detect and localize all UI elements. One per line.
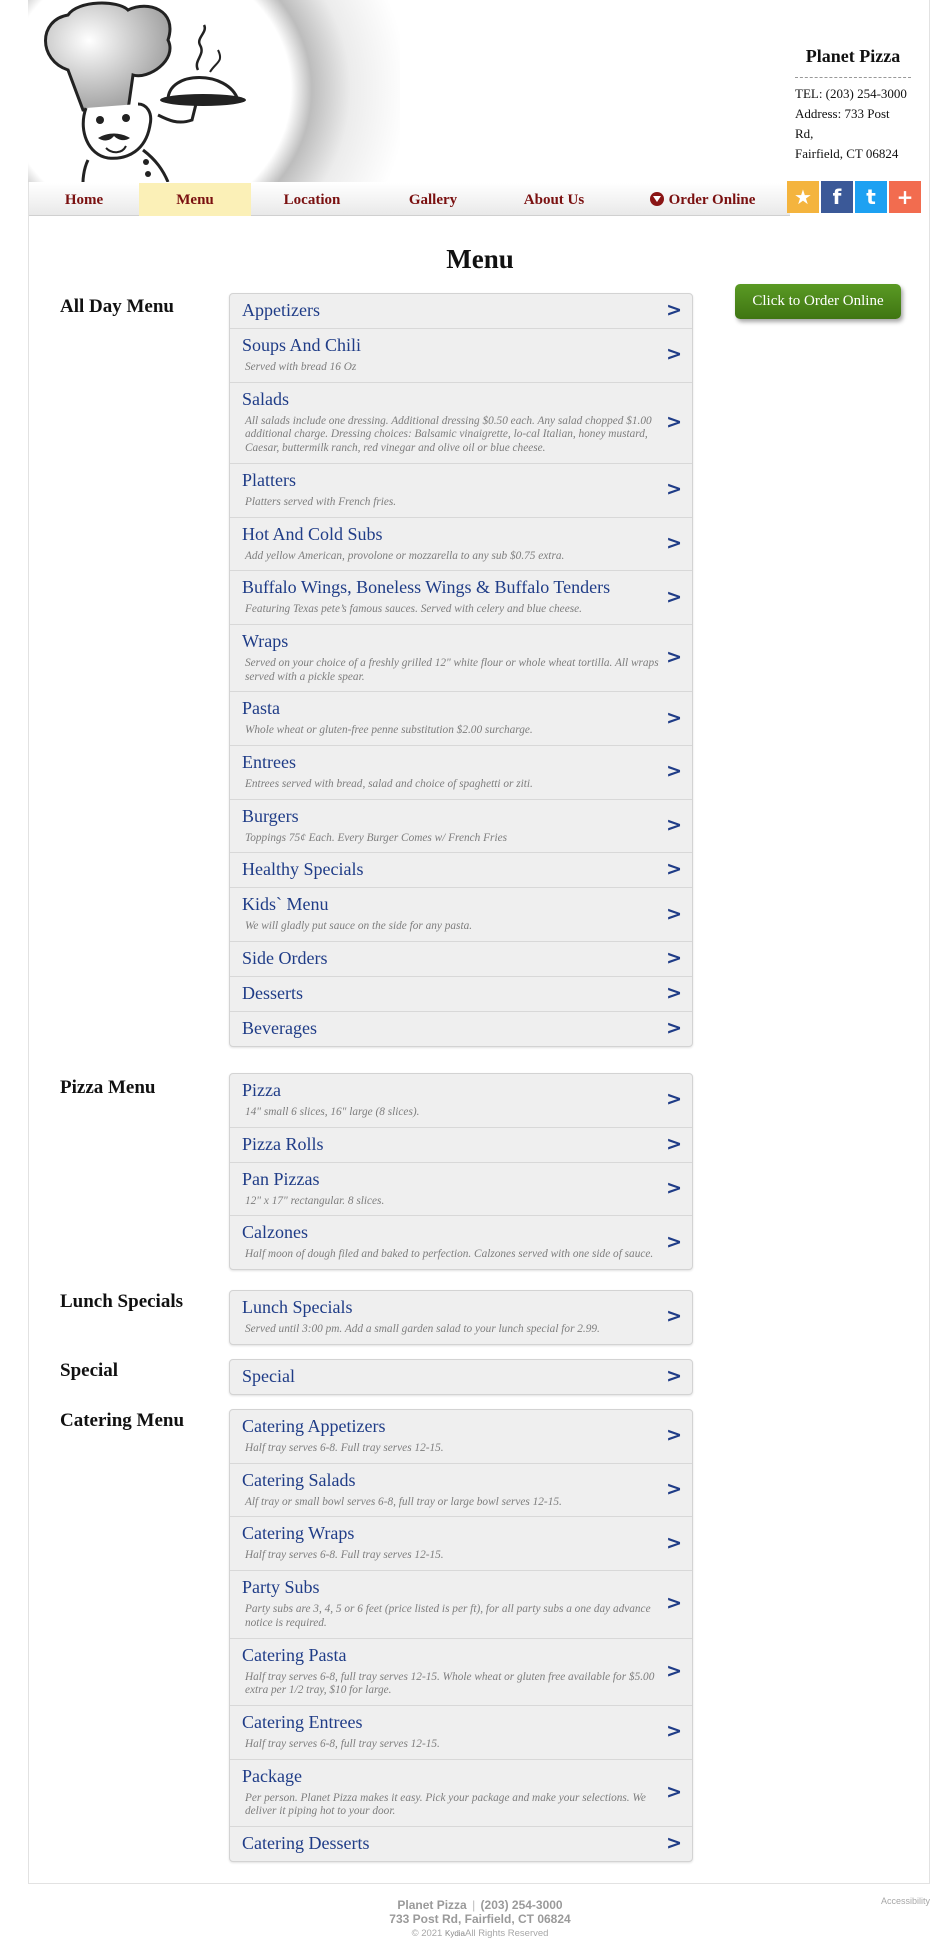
nav-menu[interactable]: Menu xyxy=(139,183,251,216)
menu-category-name: Salads xyxy=(242,388,289,409)
menu-category-name: Appetizers xyxy=(242,300,320,320)
menu-category-name: Soups And Chili xyxy=(242,335,362,355)
chevron-right-icon: > xyxy=(666,814,682,837)
order-cart-icon xyxy=(650,192,664,206)
menu-category-row[interactable] xyxy=(230,464,692,518)
menu-category-description: 12" x 17" rectangular. 8 slices. xyxy=(245,1194,385,1207)
chevron-right-icon: > xyxy=(666,1659,682,1682)
menu-category-description: Per person. Planet Pizza makes it easy. Pick your package and make your selections. We deliver it piping hot to your door. xyxy=(245,1791,646,1818)
menu-category-description: Alf tray or small bowl serves 6-8, full tray or large bowl serves 12-15. xyxy=(245,1495,562,1508)
nav-gallery[interactable]: Gallery xyxy=(408,192,458,208)
menu-category-name: Calzones xyxy=(242,1222,308,1243)
business-address-line1: Address: 733 Post Rd, xyxy=(795,106,890,141)
chevron-right-icon: > xyxy=(666,299,682,321)
menu-category-name: Catering Wraps xyxy=(242,1523,355,1544)
menu-category-description: We will gladly put sauce on the side for any pasta. xyxy=(245,920,473,933)
menu-category-description: 14" small 6 slices, 16" large (8 slices). xyxy=(245,1106,420,1118)
menu-category-row[interactable] xyxy=(230,1012,692,1046)
nav-location[interactable]: Location xyxy=(283,192,341,208)
chevron-right-icon: > xyxy=(666,1832,682,1855)
menu-category-name: Pizza Rolls xyxy=(242,1133,324,1154)
nav-about-us[interactable]: About Us xyxy=(523,192,585,208)
twitter-icon[interactable]: t xyxy=(855,181,887,213)
menu-category-name: Healthy Specials xyxy=(242,859,364,880)
chevron-right-icon: > xyxy=(666,706,682,729)
footer xyxy=(0,1898,945,1942)
footer-brand[interactable]: Kydia xyxy=(444,1929,465,1938)
menu-category-description: Entrees served with bread, salad and choice of spaghetti or ziti. xyxy=(245,778,533,791)
menu-category-row[interactable] xyxy=(230,853,692,888)
menu-category-description: Platters served with French fries. xyxy=(245,495,397,508)
menu-category-row[interactable] xyxy=(230,1827,692,1861)
menu-category-row[interactable] xyxy=(230,692,692,746)
order-online-button[interactable]: Click to Order Online xyxy=(735,284,901,319)
footer-rights: All Rights Reserved xyxy=(465,1928,549,1939)
chevron-right-icon: > xyxy=(666,1478,682,1501)
nav-home[interactable]: Home xyxy=(64,192,104,208)
menu-category-name: Catering Desserts xyxy=(242,1833,370,1854)
menu-category-row[interactable] xyxy=(230,518,692,572)
chevron-right-icon: > xyxy=(666,1230,682,1253)
menu-category-row[interactable] xyxy=(230,942,692,977)
menu-category-list xyxy=(229,1073,693,1270)
menu-category-row[interactable] xyxy=(230,294,692,329)
nav-order-online[interactable] xyxy=(615,183,790,216)
chevron-right-icon: > xyxy=(666,343,682,366)
business-address-line2: Fairfield, CT 06824 xyxy=(795,146,899,161)
menu-category-description: Half tray serves 6-8, full tray serves 12-15. xyxy=(245,1737,440,1750)
footer-phone[interactable]: (203) 254-3000 xyxy=(480,1898,563,1912)
menu-category-name: Party Subs xyxy=(242,1577,320,1598)
menu-category-description: Half tray serves 6-8, full tray serves 12-15. Whole wheat or gluten free available for $5.00 extra per 1/2 tray, $10 for large. xyxy=(245,1670,655,1697)
chevron-right-icon: > xyxy=(666,902,682,925)
menu-category-row[interactable] xyxy=(230,1216,692,1269)
menu-category-name: Entrees xyxy=(242,752,296,773)
menu-category-row[interactable] xyxy=(230,1291,692,1344)
menu-category-list xyxy=(229,1359,693,1395)
chevron-right-icon: > xyxy=(666,410,682,433)
menu-category-row[interactable] xyxy=(230,571,692,625)
menu-category-description: Half tray serves 6-8. Full tray serves 12-15. xyxy=(245,1549,444,1562)
chevron-right-icon: > xyxy=(666,1305,682,1328)
menu-category-description: Served on your choice of a freshly grilled 12" white flour or whole wheat tortilla. All wraps served with a pickle spear. xyxy=(245,656,659,683)
menu-category-row[interactable] xyxy=(230,977,692,1012)
chevron-right-icon: > xyxy=(666,585,682,608)
menu-category-list xyxy=(229,293,693,1047)
chevron-right-icon: > xyxy=(666,1365,682,1387)
menu-category-row[interactable] xyxy=(230,1571,692,1638)
menu-category-description: Half moon of dough filed and baked to perfection. Calzones served with one side of sauce. xyxy=(245,1248,654,1261)
chevron-right-icon: > xyxy=(666,947,682,970)
menu-category-name: Beverages xyxy=(242,1018,317,1039)
menu-category-description: Half tray serves 6-8. Full tray serves 12-15. xyxy=(245,1442,444,1454)
menu-category-row[interactable] xyxy=(230,1706,692,1760)
add-more-icon[interactable]: + xyxy=(889,181,921,213)
menu-category-name: Special xyxy=(242,1366,295,1386)
chevron-right-icon: > xyxy=(666,858,682,881)
chevron-right-icon: > xyxy=(666,1088,682,1111)
business-phone[interactable]: TEL: (203) 254-3000 xyxy=(795,86,907,101)
chevron-right-icon: > xyxy=(666,982,682,1005)
menu-category-row[interactable] xyxy=(230,1760,692,1827)
menu-category-description: Whole wheat or gluten-free penne substitution $2.00 surcharge. xyxy=(245,724,533,737)
menu-category-list xyxy=(229,1290,693,1345)
menu-category-name: Buffalo Wings, Boneless Wings & Buffalo Tenders xyxy=(242,577,611,598)
chevron-right-icon: > xyxy=(666,1720,682,1743)
menu-category-row[interactable] xyxy=(230,888,692,942)
business-info xyxy=(795,46,911,164)
chef-illustration xyxy=(28,0,278,182)
menu-category-description: Party subs are 3, 4, 5 or 6 feet (price listed is per ft), for all party subs a one day advance notice is required. xyxy=(245,1603,651,1629)
menu-category-name: Catering Appetizers xyxy=(242,1416,386,1436)
chevron-right-icon: > xyxy=(666,1177,682,1200)
section-title: All Day Menu xyxy=(60,296,174,317)
facebook-icon[interactable]: f xyxy=(821,181,853,213)
menu-category-name: Lunch Specials xyxy=(242,1297,353,1317)
menu-category-name: Wraps xyxy=(242,630,289,651)
menu-category-name: Burgers xyxy=(242,805,299,826)
menu-category-description: Toppings 75¢ Each. Every Burger Comes w/ French Fries xyxy=(245,831,507,844)
menu-category-name: Kids` Menu xyxy=(242,894,329,915)
menu-category-name: Platters xyxy=(242,469,296,490)
menu-category-row[interactable] xyxy=(230,800,692,854)
section-title: Pizza Menu xyxy=(60,1077,156,1098)
menu-category-row[interactable] xyxy=(230,1360,692,1394)
menu-category-name: Catering Salads xyxy=(242,1469,356,1490)
chevron-right-icon: > xyxy=(666,478,682,501)
menu-category-description: Add yellow American, provolone or mozzarella to any sub $0.75 extra. xyxy=(245,549,565,562)
chevron-right-icon: > xyxy=(666,1592,682,1615)
menu-category-name: Side Orders xyxy=(242,948,328,969)
favorite-star-icon[interactable]: ★ xyxy=(787,181,819,213)
section-title: Special xyxy=(60,1360,119,1381)
menu-category-row[interactable] xyxy=(230,1128,692,1163)
menu-category-name: Pizza xyxy=(242,1080,281,1100)
main-nav xyxy=(29,183,790,216)
menu-category-description: Served with bread 16 Oz xyxy=(245,361,357,373)
menu-category-description: All salads include one dressing. Additional dressing $0.50 each. Any salad chopped $1.00 additional charge. Dressing choices: Balsamic vinaigrette, lo-cal Italian, honey mustard, Caesar, buttermilk ranch, red vinegar and olive oil or blue cheese. xyxy=(245,414,652,455)
menu-category-name: Pasta xyxy=(242,698,280,719)
accessibility-link[interactable]: Accessibility xyxy=(880,1896,930,1906)
menu-category-row[interactable] xyxy=(230,383,692,464)
chevron-right-icon: > xyxy=(666,531,682,554)
menu-category-name: Hot And Cold Subs xyxy=(242,523,383,544)
chevron-right-icon: > xyxy=(666,1424,682,1447)
menu-category-row[interactable] xyxy=(230,1163,692,1217)
chevron-right-icon: > xyxy=(666,1017,682,1040)
chevron-right-icon: > xyxy=(666,1531,682,1554)
menu-category-description: Featuring Texas pete’s famous sauces. Served with celery and blue cheese. xyxy=(245,603,582,616)
menu-category-row[interactable] xyxy=(230,329,692,383)
footer-name: Planet Pizza xyxy=(397,1898,467,1912)
footer-separator: | xyxy=(472,1898,476,1912)
menu-category-name: Package xyxy=(242,1765,302,1786)
menu-category-row[interactable] xyxy=(230,1074,692,1128)
chevron-right-icon: > xyxy=(666,760,682,783)
menu-category-name: Pan Pizzas xyxy=(242,1168,320,1189)
menu-category-name: Catering Entrees xyxy=(242,1711,363,1732)
chevron-right-icon: > xyxy=(666,1132,682,1155)
menu-category-list xyxy=(229,1409,693,1862)
section-title: Lunch Specials xyxy=(60,1291,184,1312)
menu-category-row[interactable] xyxy=(230,1410,692,1464)
menu-category-row[interactable] xyxy=(230,746,692,800)
section-title: Catering Menu xyxy=(60,1410,185,1431)
menu-category-name: Catering Pasta xyxy=(242,1644,347,1665)
page-title: Menu xyxy=(446,244,514,274)
chevron-right-icon: > xyxy=(666,646,682,669)
menu-category-description: Served until 3:00 pm. Add a small garden salad to your lunch special for 2.99. xyxy=(245,1323,600,1335)
menu-category-row[interactable] xyxy=(230,1464,692,1518)
menu-category-row[interactable] xyxy=(230,625,692,692)
business-name: Planet Pizza xyxy=(795,46,911,78)
footer-copyright: © 2021 xyxy=(411,1928,443,1939)
menu-category-row[interactable] xyxy=(230,1639,692,1706)
nav-order-online-label: Order Online xyxy=(668,192,756,208)
menu-category-row[interactable] xyxy=(230,1517,692,1571)
chevron-right-icon: > xyxy=(666,1780,682,1803)
menu-category-name: Desserts xyxy=(242,983,303,1004)
footer-address: 733 Post Rd, Fairfield, CT 06824 xyxy=(389,1912,571,1926)
chef-logo xyxy=(28,0,400,182)
